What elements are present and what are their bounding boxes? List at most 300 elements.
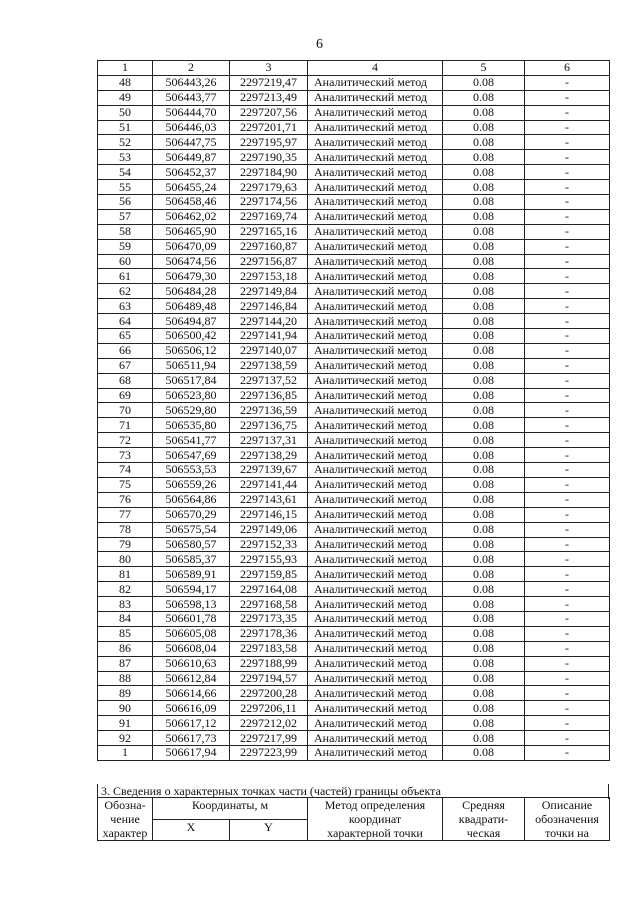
table-row — [98, 299, 610, 314]
table-cell: 506594,17 — [153, 582, 230, 597]
table-cell: 2297137,52 — [230, 373, 308, 388]
table-cell: Аналитический метод — [308, 135, 443, 150]
table-cell: Аналитический метод — [308, 731, 443, 746]
table-cell: 506449,87 — [153, 150, 230, 165]
table-cell: Аналитический метод — [308, 105, 443, 120]
table-cell: 53 — [98, 150, 153, 165]
table-cell: - — [525, 611, 610, 626]
table-cell: 2297156,87 — [230, 254, 308, 269]
table-cell: 69 — [98, 388, 153, 403]
table-cell: - — [525, 224, 610, 239]
table-cell: 81 — [98, 567, 153, 582]
table-cell: 2297169,74 — [230, 209, 308, 224]
table-cell: 2297168,58 — [230, 597, 308, 612]
table-cell: 91 — [98, 716, 153, 731]
table-cell: Аналитический метод — [308, 150, 443, 165]
table-row — [98, 611, 610, 626]
table-cell: 2297139,67 — [230, 463, 308, 478]
table-header-row — [98, 61, 610, 76]
table-cell: 57 — [98, 209, 153, 224]
col-x: X — [153, 819, 230, 841]
table-cell: 0.08 — [443, 403, 525, 418]
table-cell: 2297173,35 — [230, 611, 308, 626]
table-row — [98, 343, 610, 358]
table-cell: 60 — [98, 254, 153, 269]
table-cell: 506517,84 — [153, 373, 230, 388]
table-cell: 89 — [98, 686, 153, 701]
table-cell: 79 — [98, 537, 153, 552]
table-cell: - — [525, 343, 610, 358]
table-cell: - — [525, 195, 610, 210]
table-cell: 2297138,29 — [230, 448, 308, 463]
col-designation-line: характер — [102, 826, 148, 840]
table-cell: 506444,70 — [153, 105, 230, 120]
table-cell: 0.08 — [443, 105, 525, 120]
table-cell: Аналитический метод — [308, 299, 443, 314]
table-cell: Аналитический метод — [308, 611, 443, 626]
table-cell: Аналитический метод — [308, 597, 443, 612]
table-cell: - — [525, 582, 610, 597]
table-cell: - — [525, 507, 610, 522]
table-row — [98, 522, 610, 537]
table-cell: - — [525, 686, 610, 701]
table-cell: 506511,94 — [153, 358, 230, 373]
table-cell: Аналитический метод — [308, 403, 443, 418]
table-cell: 2297136,75 — [230, 418, 308, 433]
table-row — [98, 552, 610, 567]
table-cell: - — [525, 239, 610, 254]
table-cell: 506617,12 — [153, 716, 230, 731]
table-cell: 506455,24 — [153, 180, 230, 195]
table-cell: 90 — [98, 701, 153, 716]
table-cell: Аналитический метод — [308, 552, 443, 567]
table-cell: Аналитический метод — [308, 314, 443, 329]
table-cell: 506535,80 — [153, 418, 230, 433]
table-cell: 506452,37 — [153, 165, 230, 180]
section3-header-table — [97, 797, 610, 841]
table-cell: 84 — [98, 611, 153, 626]
table-cell: 506484,28 — [153, 284, 230, 299]
table-row — [98, 269, 610, 284]
table-cell: 68 — [98, 373, 153, 388]
table-cell: 2297141,94 — [230, 329, 308, 344]
table-cell: 0.08 — [443, 507, 525, 522]
table-cell: - — [525, 299, 610, 314]
table-cell: 0.08 — [443, 701, 525, 716]
table-row — [98, 314, 610, 329]
table-cell: Аналитический метод — [308, 522, 443, 537]
table-cell: 506446,03 — [153, 120, 230, 135]
table-cell: 2297179,63 — [230, 180, 308, 195]
table-cell: - — [525, 105, 610, 120]
table-cell: 506589,91 — [153, 567, 230, 582]
table-cell: Аналитический метод — [308, 239, 443, 254]
table-cell: 82 — [98, 582, 153, 597]
table-cell: - — [525, 656, 610, 671]
table-cell: - — [525, 284, 610, 299]
table-row — [98, 686, 610, 701]
table-row — [98, 656, 610, 671]
table-cell: 506547,69 — [153, 448, 230, 463]
table-cell: 70 — [98, 403, 153, 418]
col-description — [525, 798, 610, 841]
table-cell: 62 — [98, 284, 153, 299]
table-cell: 2297194,57 — [230, 671, 308, 686]
table-row — [98, 373, 610, 388]
table-cell: - — [525, 463, 610, 478]
table-cell: Аналитический метод — [308, 686, 443, 701]
page-number: 6 — [316, 37, 323, 52]
table-cell: - — [525, 388, 610, 403]
header-cell: 2 — [153, 61, 230, 76]
table-cell: 2297201,71 — [230, 120, 308, 135]
table-cell: 0.08 — [443, 567, 525, 582]
table-row — [98, 641, 610, 656]
table-cell: 2297149,84 — [230, 284, 308, 299]
table-row — [98, 165, 610, 180]
table-cell: 0.08 — [443, 611, 525, 626]
col-method — [308, 798, 443, 841]
table-cell: Аналитический метод — [308, 567, 443, 582]
header-cell: 1 — [98, 61, 153, 76]
table-cell: 0.08 — [443, 671, 525, 686]
table-cell: 0.08 — [443, 120, 525, 135]
col-coords: Координаты, м — [153, 798, 308, 820]
table-cell: 55 — [98, 180, 153, 195]
table-cell: 506617,94 — [153, 745, 230, 760]
table-cell: Аналитический метод — [308, 656, 443, 671]
table-cell: - — [525, 120, 610, 135]
table-row — [98, 492, 610, 507]
table-cell: 506474,56 — [153, 254, 230, 269]
table-cell: 506529,80 — [153, 403, 230, 418]
table-cell: 506608,04 — [153, 641, 230, 656]
table-cell: 506605,08 — [153, 626, 230, 641]
table-cell: 0.08 — [443, 284, 525, 299]
table-cell: 0.08 — [443, 314, 525, 329]
table-cell: - — [525, 254, 610, 269]
col-method-line: Метод определения — [324, 798, 426, 812]
table-cell: 506601,78 — [153, 611, 230, 626]
table-cell: 2297190,35 — [230, 150, 308, 165]
table-cell: 0.08 — [443, 582, 525, 597]
table-cell: 506575,54 — [153, 522, 230, 537]
col-method-line: характерной точки — [327, 826, 423, 840]
table-cell: 71 — [98, 418, 153, 433]
table-cell: 2297217,99 — [230, 731, 308, 746]
table-cell: 0.08 — [443, 641, 525, 656]
table-cell: 506500,42 — [153, 329, 230, 344]
table-cell: 2297136,59 — [230, 403, 308, 418]
table-cell: Аналитический метод — [308, 418, 443, 433]
table-cell: 506494,87 — [153, 314, 230, 329]
table-cell: 61 — [98, 269, 153, 284]
table-cell: 2297183,58 — [230, 641, 308, 656]
table-cell: 2297159,85 — [230, 567, 308, 582]
table-cell: 2297206,11 — [230, 701, 308, 716]
table-cell: 2297207,56 — [230, 105, 308, 120]
table-row — [98, 716, 610, 731]
col-designation-line: чение — [110, 812, 140, 826]
table-cell: - — [525, 209, 610, 224]
table-cell: 506489,48 — [153, 299, 230, 314]
table-row — [98, 671, 610, 686]
col-accuracy-line: Средняя — [462, 798, 505, 812]
table-cell: 54 — [98, 165, 153, 180]
table-cell: 506617,73 — [153, 731, 230, 746]
table-cell: 80 — [98, 552, 153, 567]
table-cell: 77 — [98, 507, 153, 522]
table-cell: 2297160,87 — [230, 239, 308, 254]
table-row — [98, 209, 610, 224]
table-cell: 2297165,16 — [230, 224, 308, 239]
table-cell: 2297141,44 — [230, 477, 308, 492]
table-cell: 2297153,18 — [230, 269, 308, 284]
table-row — [98, 626, 610, 641]
table-cell: - — [525, 626, 610, 641]
table-cell: Аналитический метод — [308, 626, 443, 641]
table-cell: 0.08 — [443, 75, 525, 90]
table-cell: 506580,57 — [153, 537, 230, 552]
table-cell: 0.08 — [443, 522, 525, 537]
table-cell: Аналитический метод — [308, 269, 443, 284]
table-row — [98, 358, 610, 373]
header-cell: 5 — [443, 61, 525, 76]
table-cell: 0.08 — [443, 418, 525, 433]
table-cell: - — [525, 135, 610, 150]
table-cell: 0.08 — [443, 165, 525, 180]
table-cell: 2297213,49 — [230, 90, 308, 105]
table-cell: 65 — [98, 329, 153, 344]
table-cell: 506598,13 — [153, 597, 230, 612]
table-cell: Аналитический метод — [308, 507, 443, 522]
table-cell: 506443,77 — [153, 90, 230, 105]
table-cell: 506614,66 — [153, 686, 230, 701]
table-row — [98, 254, 610, 269]
table-cell: 506610,63 — [153, 656, 230, 671]
table-cell: Аналитический метод — [308, 463, 443, 478]
table-cell: 0.08 — [443, 716, 525, 731]
table-cell: 0.08 — [443, 239, 525, 254]
table-cell: Аналитический метод — [308, 716, 443, 731]
table-cell: - — [525, 522, 610, 537]
table-cell: Аналитический метод — [308, 388, 443, 403]
table-cell: 0.08 — [443, 745, 525, 760]
col-description-line: точки на — [545, 826, 589, 840]
table-cell: 2297144,20 — [230, 314, 308, 329]
table-cell: 1 — [98, 745, 153, 760]
table-cell: Аналитический метод — [308, 343, 443, 358]
table-cell: 63 — [98, 299, 153, 314]
table-cell: 86 — [98, 641, 153, 656]
col-method-line: координат — [348, 812, 402, 826]
header-cell: 3 — [230, 61, 308, 76]
table-cell: 2297155,93 — [230, 552, 308, 567]
table-cell: 76 — [98, 492, 153, 507]
table-cell: Аналитический метод — [308, 284, 443, 299]
table-cell: 56 — [98, 195, 153, 210]
table-cell: - — [525, 745, 610, 760]
table-cell: 2297146,15 — [230, 507, 308, 522]
table-cell: 506585,37 — [153, 552, 230, 567]
table-cell: Аналитический метод — [308, 195, 443, 210]
table-row — [98, 150, 610, 165]
table-row — [98, 582, 610, 597]
table-cell: 49 — [98, 90, 153, 105]
table-cell: - — [525, 75, 610, 90]
col-accuracy-line: квадрати- — [458, 812, 509, 826]
table-row — [98, 239, 610, 254]
table-row — [98, 731, 610, 746]
table-cell: 83 — [98, 597, 153, 612]
col-description-line: Описание — [541, 798, 593, 812]
table-row — [98, 75, 610, 90]
table-cell: 75 — [98, 477, 153, 492]
table-cell: - — [525, 433, 610, 448]
table-row — [98, 224, 610, 239]
table-cell: - — [525, 731, 610, 746]
col-accuracy-line: ческая — [466, 826, 501, 840]
table-row — [98, 135, 610, 150]
table-cell: 92 — [98, 731, 153, 746]
table-cell: 2297219,47 — [230, 75, 308, 90]
table-cell: - — [525, 537, 610, 552]
table-cell: Аналитический метод — [308, 180, 443, 195]
table-row — [98, 120, 610, 135]
table-cell: Аналитический метод — [308, 120, 443, 135]
table-cell: 0.08 — [443, 626, 525, 641]
table-cell: 2297140,07 — [230, 343, 308, 358]
table-cell: 72 — [98, 433, 153, 448]
table-cell: - — [525, 641, 610, 656]
table-cell: Аналитический метод — [308, 671, 443, 686]
table-cell: 2297212,02 — [230, 716, 308, 731]
col-description-line: обозначения — [535, 812, 599, 826]
table-cell: - — [525, 403, 610, 418]
table-cell: - — [525, 90, 610, 105]
table-cell: 0.08 — [443, 343, 525, 358]
table-cell: - — [525, 165, 610, 180]
table-cell: 64 — [98, 314, 153, 329]
table-cell: Аналитический метод — [308, 75, 443, 90]
table-cell: - — [525, 701, 610, 716]
table-cell: - — [525, 150, 610, 165]
table-row — [98, 105, 610, 120]
table-cell: - — [525, 418, 610, 433]
table-cell: 506559,26 — [153, 477, 230, 492]
header-cell: 4 — [308, 61, 443, 76]
table-cell: - — [525, 448, 610, 463]
table-cell: 0.08 — [443, 90, 525, 105]
table-cell: 88 — [98, 671, 153, 686]
col-y: Y — [230, 819, 308, 841]
table-cell: 48 — [98, 75, 153, 90]
table-row — [98, 403, 610, 418]
table-cell: 2297137,31 — [230, 433, 308, 448]
table-cell: 0.08 — [443, 358, 525, 373]
table-cell: 0.08 — [443, 299, 525, 314]
table-cell: 2297149,06 — [230, 522, 308, 537]
table-cell: - — [525, 492, 610, 507]
table-row — [98, 180, 610, 195]
table-cell: - — [525, 180, 610, 195]
table-cell: - — [525, 671, 610, 686]
table-cell: 2297152,33 — [230, 537, 308, 552]
table-cell: Аналитический метод — [308, 165, 443, 180]
table-cell: Аналитический метод — [308, 433, 443, 448]
table-cell: 0.08 — [443, 686, 525, 701]
table-cell: Аналитический метод — [308, 448, 443, 463]
table-cell: 506443,26 — [153, 75, 230, 90]
table-cell: 58 — [98, 224, 153, 239]
table-cell: 73 — [98, 448, 153, 463]
table-cell: - — [525, 477, 610, 492]
table-cell: 0.08 — [443, 597, 525, 612]
table-row — [98, 477, 610, 492]
table-cell: 0.08 — [443, 433, 525, 448]
table-cell: 0.08 — [443, 224, 525, 239]
table-cell: 66 — [98, 343, 153, 358]
table-cell: - — [525, 269, 610, 284]
table-row — [98, 433, 610, 448]
col-accuracy — [443, 798, 525, 841]
table-cell: Аналитический метод — [308, 492, 443, 507]
table-cell: 2297164,08 — [230, 582, 308, 597]
table-cell: Аналитический метод — [308, 254, 443, 269]
table-cell: 2297195,97 — [230, 135, 308, 150]
table-row — [98, 388, 610, 403]
table-cell: 0.08 — [443, 150, 525, 165]
table-cell: 2297143,61 — [230, 492, 308, 507]
table-cell: 0.08 — [443, 731, 525, 746]
table-cell: 2297200,28 — [230, 686, 308, 701]
table-cell: 506479,30 — [153, 269, 230, 284]
table-cell: 2297178,36 — [230, 626, 308, 641]
table-cell: - — [525, 329, 610, 344]
table-cell: 78 — [98, 522, 153, 537]
table-cell: Аналитический метод — [308, 537, 443, 552]
table-row — [98, 537, 610, 552]
table-cell: - — [525, 358, 610, 373]
table-cell: - — [525, 314, 610, 329]
table-cell: 0.08 — [443, 463, 525, 478]
table-cell: 51 — [98, 120, 153, 135]
table-row — [98, 597, 610, 612]
table-cell: 506447,75 — [153, 135, 230, 150]
table-cell: 0.08 — [443, 552, 525, 567]
table-cell: 2297184,90 — [230, 165, 308, 180]
table-cell: 2297188,99 — [230, 656, 308, 671]
table-cell: 506553,53 — [153, 463, 230, 478]
table-cell: Аналитический метод — [308, 358, 443, 373]
table-cell: - — [525, 716, 610, 731]
table-cell: Аналитический метод — [308, 701, 443, 716]
table-cell: 506612,84 — [153, 671, 230, 686]
table-cell: 2297136,85 — [230, 388, 308, 403]
table-cell: Аналитический метод — [308, 477, 443, 492]
table-cell: 506523,80 — [153, 388, 230, 403]
table-cell: Аналитический метод — [308, 329, 443, 344]
table-cell: 506465,90 — [153, 224, 230, 239]
table-row — [98, 329, 610, 344]
table-cell: 2297146,84 — [230, 299, 308, 314]
table-row — [98, 567, 610, 582]
table-row — [98, 448, 610, 463]
table-row — [98, 418, 610, 433]
header-cell: 6 — [525, 61, 610, 76]
table-cell: 506564,86 — [153, 492, 230, 507]
table-cell: 0.08 — [443, 195, 525, 210]
